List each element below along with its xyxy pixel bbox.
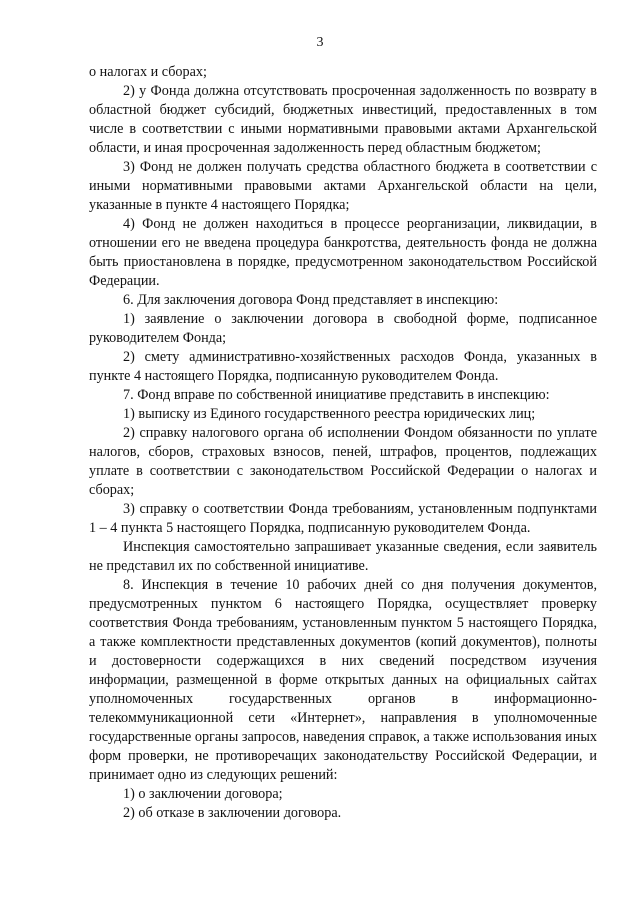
paragraph-item-6-2: 2) смету административно-хозяйственных расходов Фонда, указанных в пункте 4 настоящего Порядка, подписанную руководителем Фонда. [89, 349, 597, 384]
paragraph-item-7-1: 1) выписку из Единого государственного реестра юридических лиц; [123, 406, 536, 422]
paragraph-item-5-2: 2) у Фонда должна отсутствовать просроченная задолженность по возврату в областной бюджет субсидий, бюджетных инвестиций, предоставленных в том числе в соответствии с иными нормативными правовыми актами Архангельской области, и иная просроченная задолженность перед областным бюджетом; [89, 83, 597, 156]
paragraph-item-5-3: 3) Фонд не должен получать средства областного бюджета в соответствии с иными нормативными правовыми актами Архангельской области на цели, указанные в пункте 4 настоящего Порядка; [89, 159, 597, 213]
paragraph-section-6: 6. Для заключения договора Фонд представляет в инспекцию: [123, 292, 499, 308]
paragraph-item-6-1: 1) заявление о заключении договора в свободной форме, подписанное руководителем Фонда; [89, 311, 597, 346]
paragraph-item-5-4: 4) Фонд не должен находиться в процессе реорганизации, ликвидации, в отношении его не введена процедура банкротства, деятельность фонда не должна быть приостановлена в порядке, предусмотренном законодательством Российской Федерации. [89, 216, 597, 289]
paragraph-item-7-2: 2) справку налогового органа об исполнении Фондом обязанности по уплате налогов, сборов, страховых взносов, пеней, штрафов, процентов, подлежащих уплате в соответствии с законодательством Российской Федерации о налогах и сборах; [89, 425, 597, 498]
paragraph-item-7-3: 3) справку о соответствии Фонда требованиям, установленным подпунктами 1 – 4 пункта 5 настоящего Порядка, подписанную руководителем Фонда. [89, 501, 597, 536]
paragraph-section-8: 8. Инспекция в течение 10 рабочих дней со дня получения документов, предусмотренных пунктом 6 настоящего Порядка, осуществляет проверку соответствия Фонда требованиям, установленным пунктом 5 настоящего Порядка, а также комплектности представленных документов (копий документов), полноты и достоверности содержащихся в них сведений посредством изучения информации, размещенной в форме открытых данных на официальных сайтах уполномоченных государственных органов в информационно-телекоммуникационной сети «Интернет», направления в уполномоченные государственные органы запросов, наведения справок, а также использования иных форм проверки, не противоречащих законодательству Российской Федерации, и принимает одно из следующих решений: [89, 577, 597, 783]
paragraph-item-8-1: 1) о заключении договора; [123, 786, 283, 802]
document-body [89, 63, 597, 823]
paragraph-section-7: 7. Фонд вправе по собственной инициативе представить в инспекцию: [123, 387, 550, 403]
paragraph-continuation: о налогах и сборах; [89, 64, 207, 80]
paragraph-item-8-2: 2) об отказе в заключении договора. [123, 805, 342, 821]
paragraph-inspection-request: Инспекция самостоятельно запрашивает указанные сведения, если заявитель не представил их по собственной инициативе. [89, 539, 597, 574]
page-number: 3 [316, 35, 324, 50]
